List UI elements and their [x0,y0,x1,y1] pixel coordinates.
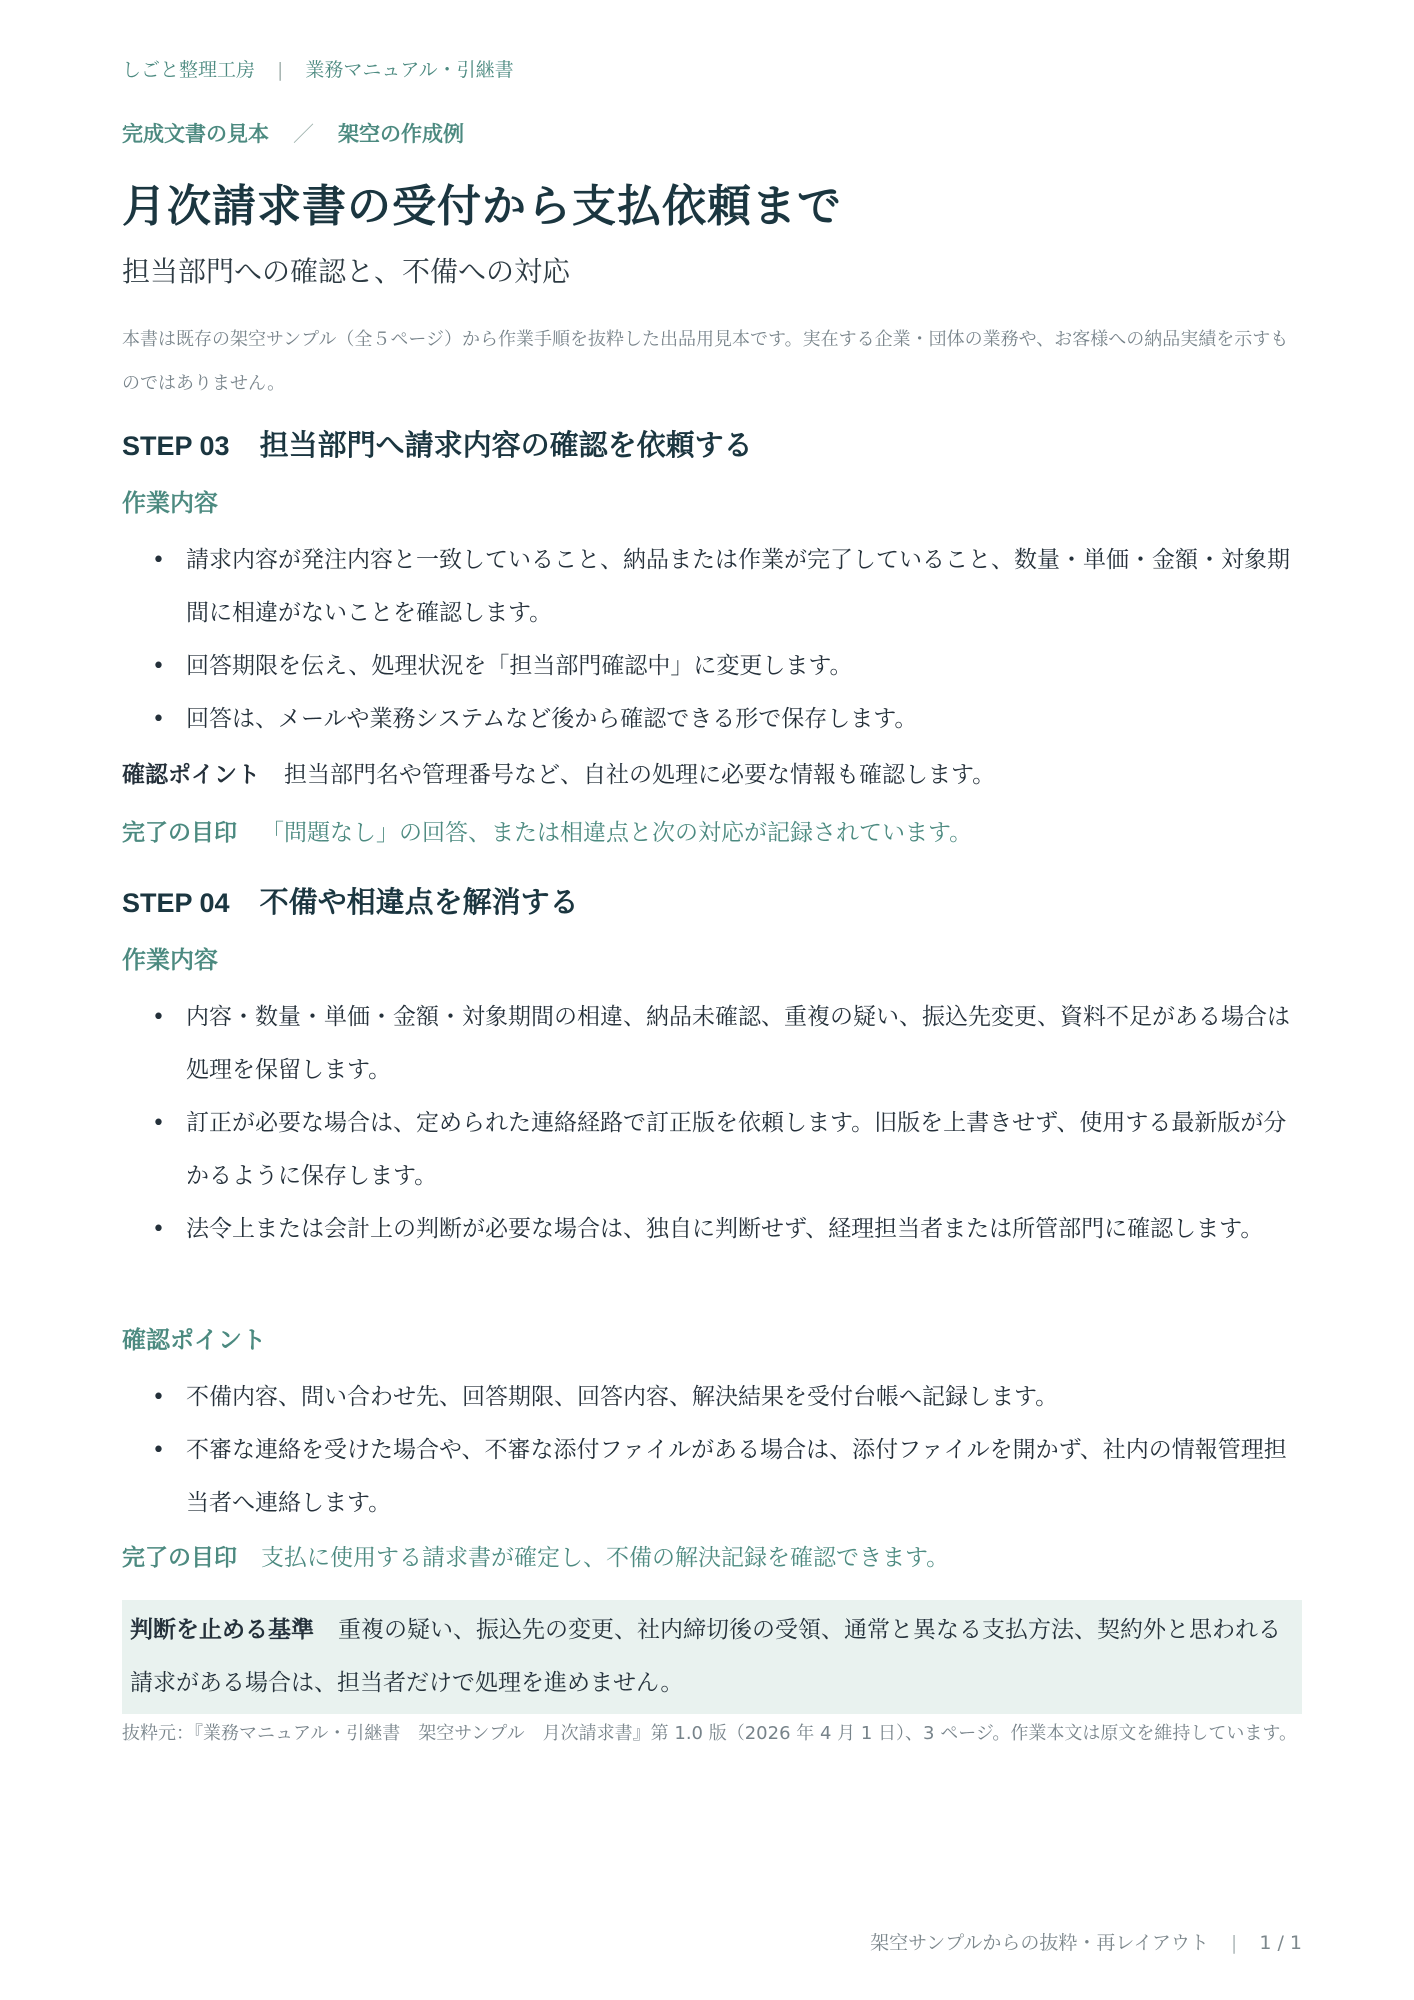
kicker-right: 架空の作成例 [338,122,464,146]
stop-criteria-callout [122,1600,1302,1714]
step-04-work-label: 作業内容 [122,946,218,974]
step-04-title: 不備や相違点を解消する [259,885,579,919]
header-section: 業務マニュアル・引継書 [305,59,514,81]
list-item: • 請求内容が発注内容と一致していること、納品または作業が完了していること、数量・単価・金額・対象期間に相違がないことを確認します。 [122,534,1302,640]
step-03-work-list [122,534,1302,746]
kicker-slash: ／ [293,122,314,146]
document-kicker [122,118,464,148]
step-04-check-label: 確認ポイント [122,1326,266,1354]
kicker-left: 完成文書の見本 [122,122,269,146]
completion-label: 完了の目印 [122,1545,237,1571]
completion-label: 完了の目印 [122,820,237,846]
list-item: • 法令上または会計上の判断が必要な場合は、独自に判断せず、経理担当者または所管部門に確認します。 [122,1203,1302,1256]
step-03-work-label: 作業内容 [122,489,218,517]
stop-criteria-label: 判断を止める基準 [130,1617,314,1643]
header-separator: | [277,59,284,81]
step-04-number: STEP 04 [122,888,230,918]
running-header [122,55,514,82]
intro-note: 本書は既存の架空サンプル（全５ページ）から作業手順を抜粋した出品用見本です。実在する企業・団体の業務や、お客様への納品実績を示すものではありません。 [122,329,1289,394]
page-title: 月次請求書の受付から支払依頼まで [122,181,842,232]
page-number: 1 / 1 [1259,1932,1302,1954]
list-item: • 不備内容、問い合わせ先、回答期限、回答内容、解決結果を受付台帳へ記録します。 [122,1371,1302,1424]
source-citation: 抜粋元：『業務マニュアル・引継書 架空サンプル 月次請求書』第 1.0 版（2026 年 4 月 1 日）、3 ページ。作業本文は原文を維持しています。 [122,1723,1297,1744]
list-item: • 回答は、メールや業務システムなど後から確認できる形で保存します。 [122,693,1302,746]
footer-note: 架空サンプルからの抜粋・再レイアウト [870,1932,1209,1954]
step-04-completion-mark [122,1538,1302,1578]
step-03-check-point [122,755,1302,795]
check-point-label: 確認ポイント [122,762,260,788]
stop-criteria-text: 重複の疑い、振込先の変更、社内締切後の受領、通常と異なる支払方法、契約外と思われる請求がある場合は、担当者だけで処理を進めません。 [130,1617,1281,1696]
step-03-title: 担当部門へ請求内容の確認を依頼する [259,428,753,462]
list-item: • 訂正が必要な場合は、定められた連絡経路で訂正版を依頼します。旧版を上書きせず、使用する最新版が分かるように保存します。 [122,1097,1302,1203]
step-03-number: STEP 03 [122,431,230,461]
page-subtitle: 担当部門への確認と、不備への対応 [122,255,571,288]
step-03-heading [122,423,753,464]
step-04-heading [122,880,579,921]
list-item: • 内容・数量・単価・金額・対象期間の相違、納品未確認、重複の疑い、振込先変更、資料不足がある場合は処理を保留します。 [122,991,1302,1097]
footer-separator: | [1230,1932,1238,1954]
page-footer [870,1928,1302,1955]
check-point-text: 担当部門名や管理番号など、自社の処理に必要な情報も確認します。 [284,762,996,788]
completion-text: 「問題なし」の回答、または相違点と次の対応が記録されています。 [261,820,973,846]
step-04-check-list [122,1371,1302,1530]
list-item: • 不審な連絡を受けた場合や、不審な添付ファイルがある場合は、添付ファイルを開かず、社内の情報管理担当者へ連絡します。 [122,1424,1302,1530]
step-03-completion-mark [122,813,1302,853]
completion-text: 支払に使用する請求書が確定し、不備の解決記録を確認できます。 [261,1545,950,1571]
step-04-work-list [122,991,1302,1256]
list-item: • 回答期限を伝え、処理状況を「担当部門確認中」に変更します。 [122,640,1302,693]
brand-name: しごと整理工房 [122,59,256,81]
